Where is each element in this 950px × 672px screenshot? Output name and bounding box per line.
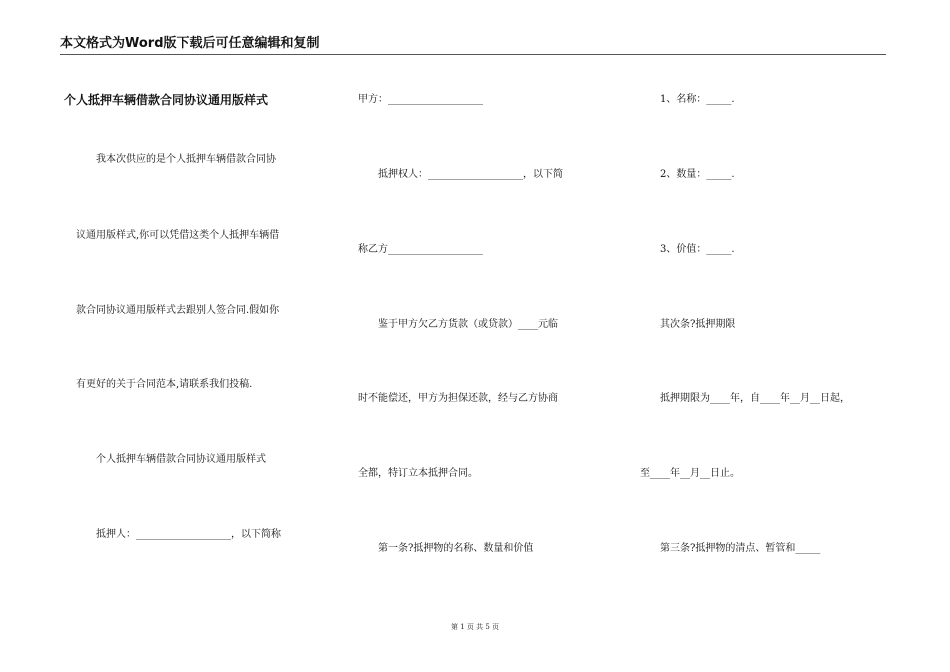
- header-text: 本文格式为Word版下载后可任意编辑和复制: [60, 36, 320, 51]
- paragraph-line: 有更好的关于合同范本,请联系我们投稿.: [76, 379, 253, 390]
- paragraph-line: 第一条?抵押物的名称、数量和价值: [358, 543, 534, 554]
- paragraph-line: 全都，特订立本抵押合同。: [358, 468, 478, 479]
- paragraph-line: 抵押期限为____年，自____年__月__日起，: [640, 393, 850, 404]
- paragraph-line: 我本次供应的是个人抵押车辆借款合同协: [76, 154, 276, 165]
- paragraph-line: 其次条?抵押期限: [640, 319, 736, 330]
- paragraph-line: 称乙方___________________: [358, 244, 483, 255]
- document-title: 个人抵押车辆借款合同协议通用版样式: [64, 93, 269, 107]
- paragraph-line: 议通用版样式,你可以凭借这类个人抵押车辆借: [76, 230, 280, 241]
- paragraph-line: 抵押权人：___________________，以下简: [358, 169, 563, 180]
- paragraph-line: 甲方：___________________: [358, 94, 483, 105]
- paragraph-line: 鉴于甲方欠乙方货款（或贷款）____元临: [358, 319, 558, 330]
- text-column-3: [640, 0, 890, 672]
- paragraph-line: 第三条?抵押物的清点、暂管和_____: [640, 543, 821, 554]
- paragraph-line: 2、数量：_____.: [640, 169, 735, 180]
- text-column-2: [358, 0, 608, 672]
- paragraph-line: 时不能偿还，甲方为担保还款，经与乙方协商: [358, 393, 558, 404]
- page-footer: 第 1 页 共 5 页: [450, 623, 500, 631]
- text-column-1: [64, 0, 326, 672]
- paragraph-line: 款合同协议通用版样式去跟别人签合同.假如你: [76, 305, 280, 316]
- paragraph-line: 至____年__月__日止。: [640, 468, 740, 479]
- paragraph-line: 个人抵押车辆借款合同协议通用版样式: [76, 454, 266, 465]
- paragraph-line: 抵押人：___________________，以下简称: [76, 529, 281, 540]
- paragraph-line: 1、名称：_____.: [640, 94, 735, 105]
- paragraph-line: 3、价值：_____.: [640, 244, 735, 255]
